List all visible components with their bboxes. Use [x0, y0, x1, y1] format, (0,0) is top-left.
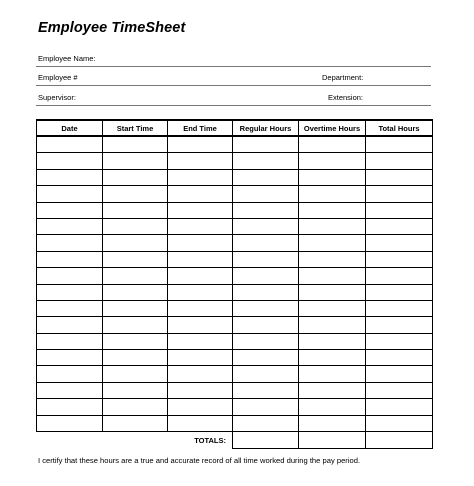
start-time-cell[interactable]	[103, 235, 168, 251]
column-header-date: Date	[37, 120, 103, 136]
total-hours-cell[interactable]	[366, 218, 433, 234]
regular-hours-cell[interactable]	[233, 284, 299, 300]
end-time-cell[interactable]	[168, 251, 233, 267]
total-hours-cell[interactable]	[366, 136, 433, 153]
table-row	[37, 153, 433, 169]
date-cell[interactable]	[37, 300, 103, 316]
end-time-cell[interactable]	[168, 169, 233, 185]
department-label: Department:	[322, 73, 364, 82]
overtime-hours-cell[interactable]	[299, 268, 366, 284]
end-time-cell[interactable]	[168, 350, 233, 366]
column-header-overtime-hours: Overtime Hours	[299, 120, 366, 136]
date-cell[interactable]	[37, 235, 103, 251]
overtime-hours-cell[interactable]	[299, 136, 366, 153]
overtime-hours-cell[interactable]	[299, 300, 366, 316]
overtime-hours-cell[interactable]	[299, 169, 366, 185]
total-hours-cell[interactable]	[366, 300, 433, 316]
total-hours-cell[interactable]	[366, 382, 433, 398]
end-time-cell[interactable]	[168, 382, 233, 398]
table-row	[37, 268, 433, 284]
table-row	[37, 350, 433, 366]
table-row	[37, 300, 433, 316]
overtime-hours-cell[interactable]	[299, 218, 366, 234]
overtime-hours-cell[interactable]	[299, 382, 366, 398]
totals-label: TOTALS:	[194, 435, 226, 445]
regular-hours-cell[interactable]	[233, 202, 299, 218]
total-hours-cell[interactable]	[366, 284, 433, 300]
total-hours-cell[interactable]	[366, 202, 433, 218]
regular-hours-cell[interactable]	[233, 186, 299, 202]
end-time-cell[interactable]	[168, 366, 233, 382]
total-hours-cell[interactable]	[366, 186, 433, 202]
start-time-cell[interactable]	[103, 333, 168, 349]
overtime-hours-cell[interactable]	[299, 202, 366, 218]
totals-row	[37, 432, 433, 449]
regular-hours-cell[interactable]	[233, 382, 299, 398]
supervisor-label: Supervisor:	[38, 93, 76, 102]
overtime-hours-cell[interactable]	[299, 350, 366, 366]
end-time-cell[interactable]	[168, 153, 233, 169]
date-cell[interactable]	[37, 317, 103, 333]
date-cell[interactable]	[37, 169, 103, 185]
table-row	[37, 284, 433, 300]
extension-label: Extension:	[328, 93, 364, 102]
table-row	[37, 235, 433, 251]
total-hours-cell[interactable]	[366, 415, 433, 431]
table-row	[37, 415, 433, 431]
date-cell[interactable]	[37, 186, 103, 202]
date-cell[interactable]	[37, 415, 103, 431]
overtime-hours-cell[interactable]	[299, 415, 366, 431]
overtime-hours-cell[interactable]	[299, 366, 366, 382]
table-row	[37, 251, 433, 267]
regular-hours-cell[interactable]	[233, 366, 299, 382]
overtime-hours-cell[interactable]	[299, 399, 366, 415]
overtime-hours-cell[interactable]	[299, 235, 366, 251]
totals-total-hours-cell[interactable]	[366, 432, 433, 449]
overtime-hours-cell[interactable]	[299, 186, 366, 202]
supervisor-row	[36, 87, 431, 106]
certification-statement: I certify that these hours are a true and accurate record of all time worked during the pay period.	[38, 456, 361, 465]
start-time-cell[interactable]	[103, 415, 168, 431]
date-cell[interactable]	[37, 153, 103, 169]
overtime-hours-cell[interactable]	[299, 317, 366, 333]
table-header-row	[37, 120, 433, 136]
end-time-cell[interactable]	[168, 218, 233, 234]
total-hours-cell[interactable]	[366, 268, 433, 284]
employee-number-row	[36, 67, 431, 86]
table-row	[37, 202, 433, 218]
date-cell[interactable]	[37, 399, 103, 415]
date-cell[interactable]	[37, 333, 103, 349]
table-row	[37, 366, 433, 382]
date-cell[interactable]	[37, 268, 103, 284]
end-time-cell[interactable]	[168, 202, 233, 218]
total-hours-cell[interactable]	[366, 169, 433, 185]
total-hours-cell[interactable]	[366, 333, 433, 349]
overtime-hours-cell[interactable]	[299, 284, 366, 300]
table-row	[37, 218, 433, 234]
start-time-cell[interactable]	[103, 268, 168, 284]
end-time-cell[interactable]	[168, 300, 233, 316]
overtime-hours-cell[interactable]	[299, 333, 366, 349]
regular-hours-cell[interactable]	[233, 235, 299, 251]
regular-hours-cell[interactable]	[233, 169, 299, 185]
total-hours-cell[interactable]	[366, 350, 433, 366]
start-time-cell[interactable]	[103, 317, 168, 333]
end-time-cell[interactable]	[168, 284, 233, 300]
table-row	[37, 136, 433, 153]
totals-overtime-hours-cell[interactable]	[299, 432, 366, 449]
table-row	[37, 399, 433, 415]
regular-hours-cell[interactable]	[233, 153, 299, 169]
regular-hours-cell[interactable]	[233, 218, 299, 234]
overtime-hours-cell[interactable]	[299, 251, 366, 267]
date-cell[interactable]	[37, 202, 103, 218]
timesheet-table	[36, 119, 433, 449]
start-time-cell[interactable]	[103, 382, 168, 398]
regular-hours-cell[interactable]	[233, 333, 299, 349]
end-time-cell[interactable]	[168, 415, 233, 431]
date-cell[interactable]	[37, 218, 103, 234]
table-row	[37, 317, 433, 333]
start-time-cell[interactable]	[103, 251, 168, 267]
date-cell[interactable]	[37, 366, 103, 382]
total-hours-cell[interactable]	[366, 153, 433, 169]
start-time-cell[interactable]	[103, 350, 168, 366]
end-time-cell[interactable]	[168, 268, 233, 284]
total-hours-cell[interactable]	[366, 366, 433, 382]
employee-name-label: Employee Name:	[38, 54, 96, 63]
totals-regular-hours-cell[interactable]	[233, 432, 299, 449]
employee-number-label: Employee #	[38, 73, 78, 82]
end-time-cell[interactable]	[168, 136, 233, 153]
start-time-cell[interactable]	[103, 284, 168, 300]
table-row	[37, 169, 433, 185]
regular-hours-cell[interactable]	[233, 268, 299, 284]
regular-hours-cell[interactable]	[233, 300, 299, 316]
date-cell[interactable]	[37, 251, 103, 267]
start-time-cell[interactable]	[103, 186, 168, 202]
total-hours-cell[interactable]	[366, 251, 433, 267]
regular-hours-cell[interactable]	[233, 317, 299, 333]
end-time-cell[interactable]	[168, 235, 233, 251]
column-header-regular-hours: Regular Hours	[233, 120, 299, 136]
table-row	[37, 186, 433, 202]
regular-hours-cell[interactable]	[233, 136, 299, 153]
total-hours-cell[interactable]	[366, 399, 433, 415]
date-cell[interactable]	[37, 136, 103, 153]
date-cell[interactable]	[37, 350, 103, 366]
start-time-cell[interactable]	[103, 218, 168, 234]
table-row	[37, 382, 433, 398]
column-header-end-time: End Time	[168, 120, 233, 136]
employee-name-field[interactable]	[36, 48, 431, 67]
end-time-cell[interactable]	[168, 333, 233, 349]
start-time-cell[interactable]	[103, 136, 168, 153]
regular-hours-cell[interactable]	[233, 251, 299, 267]
start-time-cell[interactable]	[103, 366, 168, 382]
table-row	[37, 333, 433, 349]
end-time-cell[interactable]	[168, 186, 233, 202]
total-hours-cell[interactable]	[366, 317, 433, 333]
end-time-cell[interactable]	[168, 399, 233, 415]
overtime-hours-cell[interactable]	[299, 153, 366, 169]
start-time-cell[interactable]	[103, 300, 168, 316]
page-title: Employee TimeSheet	[38, 20, 186, 36]
date-cell[interactable]	[37, 382, 103, 398]
date-cell[interactable]	[37, 284, 103, 300]
regular-hours-cell[interactable]	[233, 350, 299, 366]
end-time-cell[interactable]	[168, 317, 233, 333]
regular-hours-cell[interactable]	[233, 399, 299, 415]
start-time-cell[interactable]	[103, 399, 168, 415]
column-header-total-hours: Total Hours	[366, 120, 433, 136]
start-time-cell[interactable]	[103, 202, 168, 218]
start-time-cell[interactable]	[103, 169, 168, 185]
regular-hours-cell[interactable]	[233, 415, 299, 431]
column-header-start-time: Start Time	[103, 120, 168, 136]
total-hours-cell[interactable]	[366, 235, 433, 251]
start-time-cell[interactable]	[103, 153, 168, 169]
